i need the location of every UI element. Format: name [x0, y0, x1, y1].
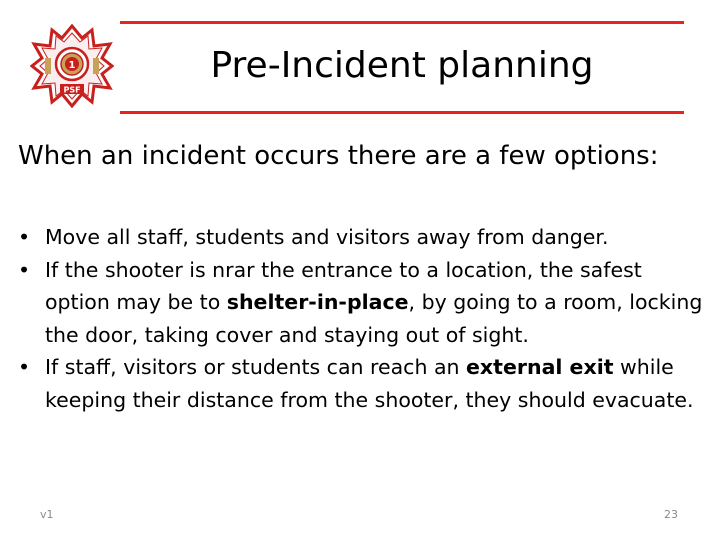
- bullet-item: [18, 254, 708, 352]
- bullet-list: [18, 221, 708, 416]
- bullet-marker: •: [18, 225, 31, 249]
- bullet-item: [18, 221, 708, 254]
- logo-center-text: 1: [68, 60, 76, 71]
- title-top-rule: [120, 21, 684, 24]
- bullet-text: If staff, visitors or students can reach an: [45, 355, 467, 379]
- intro-text: When an incident occurs there are a few options:: [18, 141, 659, 171]
- footer-page-number: 23: [664, 508, 678, 521]
- bullet-text: If the shooter is nrar the entrance to a location, the safest option may be to: [45, 257, 642, 314]
- firefighter-maltese-cross-logo-icon: [30, 24, 114, 108]
- bullet-text-continued: , by going to a room, locking the door, taking cover and staying out of sight.: [45, 290, 703, 347]
- bullet-marker: •: [18, 355, 31, 379]
- logo-text: PSF: [63, 85, 81, 95]
- bullet-emphasis: shelter-in-place: [226, 290, 409, 314]
- title-bottom-rule: [120, 111, 684, 114]
- bullet-text-continued: while keeping their distance from the shooter, they should evacuate.: [45, 355, 694, 412]
- bullet-marker: •: [18, 257, 31, 282]
- bullet-item: [18, 351, 708, 416]
- footer-version: v1: [40, 508, 54, 521]
- bullet-text: Move all staff, students and visitors away from danger.: [45, 225, 609, 249]
- bullet-emphasis: external exit: [466, 355, 614, 379]
- slide-title: Pre-Incident planning: [210, 45, 594, 86]
